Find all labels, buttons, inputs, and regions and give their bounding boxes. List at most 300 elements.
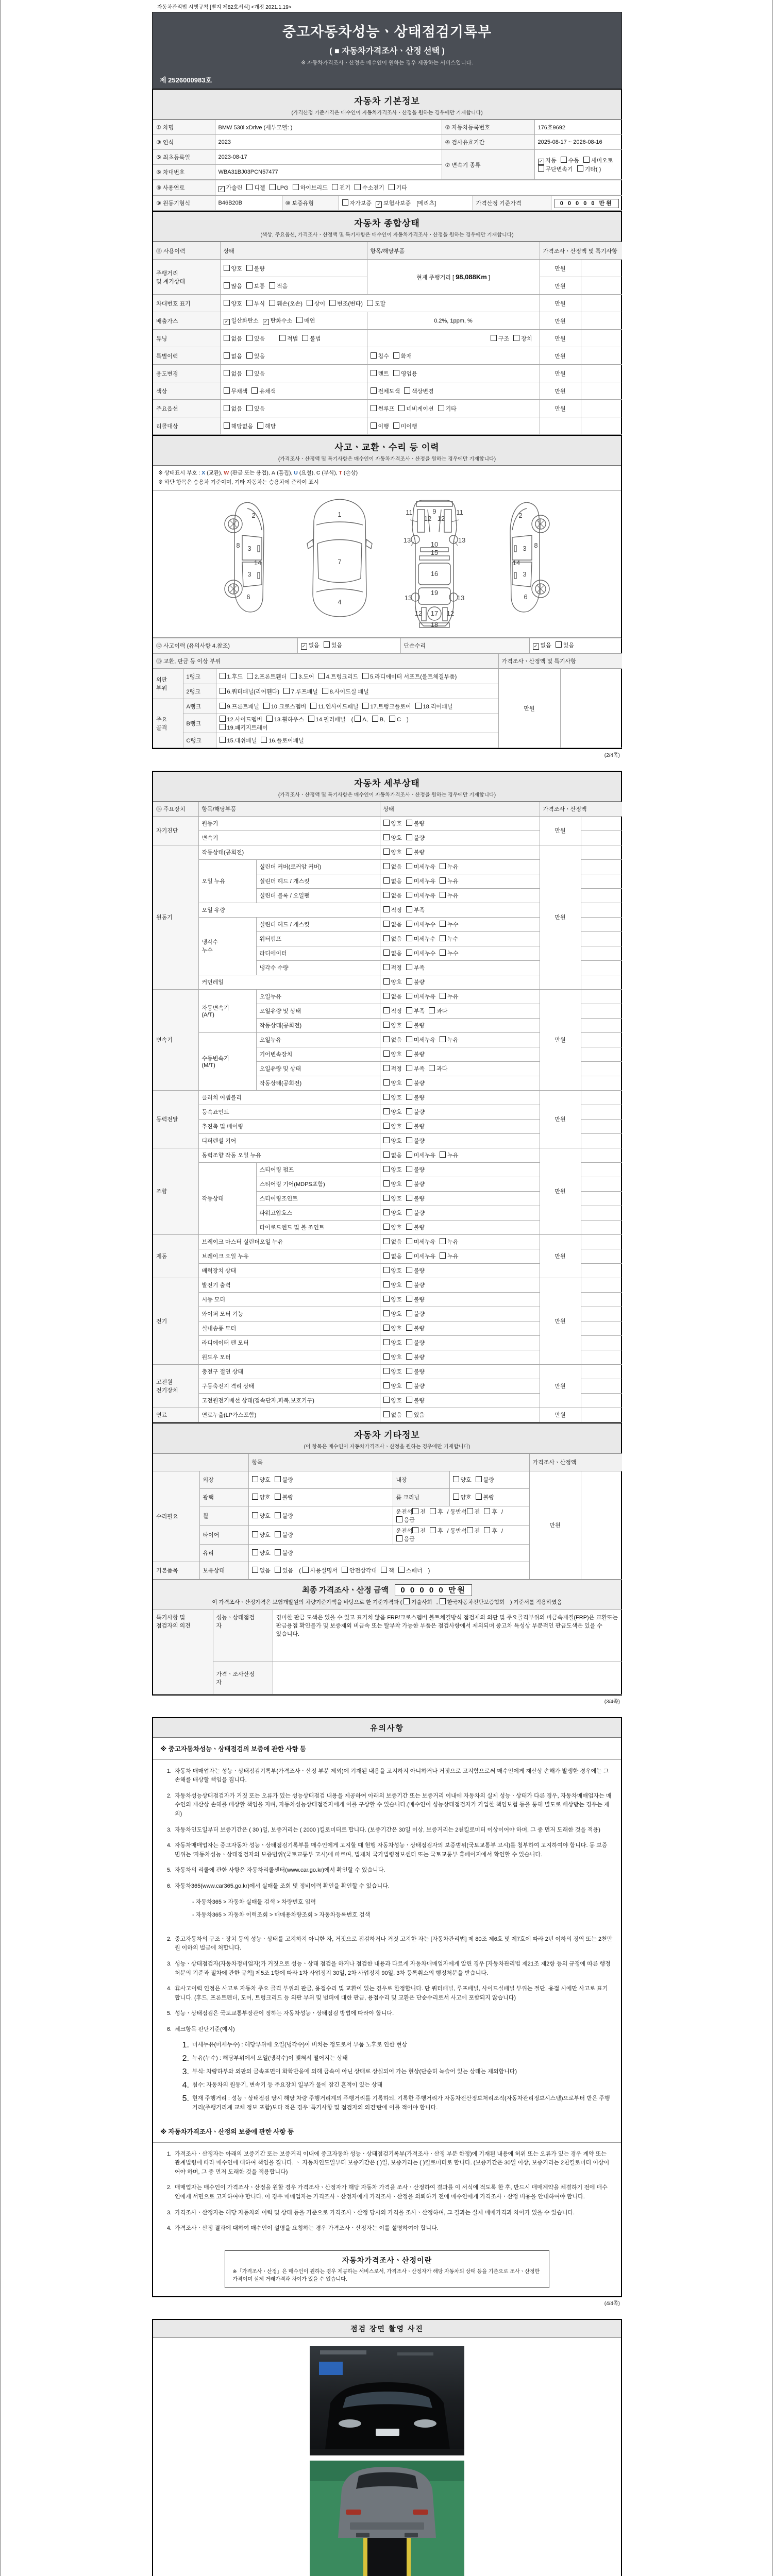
checkbox-box[interactable]	[383, 1065, 390, 1071]
checkbox-box[interactable]	[389, 184, 395, 190]
checkbox-불량[interactable]	[406, 1353, 425, 1361]
checkbox-미세누유[interactable]	[406, 877, 436, 885]
checkbox-box[interactable]	[220, 703, 226, 709]
checkbox-box[interactable]	[538, 165, 544, 172]
checkbox-수동[interactable]	[561, 156, 579, 164]
checkbox-box[interactable]	[406, 1123, 412, 1129]
checkbox-양호[interactable]	[383, 1194, 402, 1202]
checkbox-양호[interactable]	[383, 1223, 402, 1231]
checkbox-box[interactable]	[406, 993, 412, 999]
checkbox-box[interactable]	[406, 1166, 412, 1172]
checkbox-미세누유[interactable]	[406, 891, 436, 900]
checkbox-box[interactable]	[362, 703, 368, 709]
checkbox-누유[interactable]	[440, 877, 458, 885]
checkbox-적정[interactable]	[383, 963, 402, 972]
checkbox-전[interactable]	[412, 1507, 426, 1516]
checkbox-box[interactable]	[251, 387, 258, 394]
checkbox-box[interactable]	[247, 673, 253, 679]
checkbox-box[interactable]	[404, 387, 410, 394]
checkbox-box[interactable]	[467, 1527, 473, 1533]
checkbox-불량[interactable]	[406, 1310, 425, 1318]
checkbox-미세누유[interactable]	[406, 1252, 436, 1260]
checkbox-box[interactable]	[406, 892, 412, 898]
checkbox-불량[interactable]	[406, 1194, 425, 1202]
checkbox-양호[interactable]	[383, 1209, 402, 1217]
checkbox-없음[interactable]	[383, 891, 402, 900]
checkbox-C[interactable]	[389, 716, 401, 723]
checkbox-box[interactable]	[383, 1151, 390, 1158]
checkbox-불량[interactable]	[406, 1209, 425, 1217]
checkbox-box[interactable]	[406, 906, 412, 912]
checkbox-box[interactable]	[246, 335, 253, 341]
checkbox-2.프론트휀더[interactable]	[247, 672, 287, 681]
checkbox-적정[interactable]	[383, 1064, 402, 1073]
checkbox-3.도어[interactable]	[291, 672, 314, 681]
checkbox-유채색[interactable]	[251, 387, 276, 395]
checkbox-box[interactable]	[438, 405, 444, 411]
checkbox-8.사이드실 패널[interactable]	[322, 687, 369, 696]
checkbox-한국자동차진단보증협회[interactable]	[440, 1598, 505, 1606]
checkbox-14.필러패널[interactable]	[308, 715, 346, 723]
checkbox-양호[interactable]	[383, 1324, 402, 1332]
checkbox-box[interactable]	[561, 157, 567, 163]
checkbox-box[interactable]	[383, 1166, 390, 1172]
checkbox-box[interactable]	[440, 993, 446, 999]
checkbox-box[interactable]	[224, 405, 230, 411]
checkbox-없음[interactable]	[383, 1252, 402, 1260]
checkbox-box[interactable]	[440, 877, 446, 884]
checkbox-box[interactable]	[381, 1567, 387, 1573]
checkbox-16.플로어패널[interactable]	[261, 736, 304, 744]
checkbox-box[interactable]	[406, 1339, 412, 1345]
checkbox-box[interactable]	[406, 820, 412, 826]
checkbox-box[interactable]	[406, 1368, 412, 1374]
checkbox-미세누수[interactable]	[406, 949, 436, 957]
checkbox-box[interactable]	[430, 1527, 436, 1533]
checkbox-불량[interactable]	[406, 1295, 425, 1303]
checkbox-기타[interactable]	[389, 183, 407, 192]
checkbox-box[interactable]	[307, 300, 313, 306]
checkbox-box[interactable]	[383, 1050, 390, 1057]
checkbox-box[interactable]	[583, 157, 590, 163]
checkbox-미세누유[interactable]	[406, 1238, 436, 1246]
checkbox-있음[interactable]	[246, 352, 265, 360]
checkbox-box[interactable]	[406, 1180, 412, 1187]
checkbox-box[interactable]	[406, 1209, 412, 1215]
checkbox-양호[interactable]	[383, 1353, 402, 1361]
checkbox-없음[interactable]	[383, 1036, 402, 1044]
checkbox-구조[interactable]	[491, 334, 509, 343]
checkbox-box[interactable]	[383, 1180, 390, 1187]
checkbox-불량[interactable]	[275, 1531, 293, 1539]
checkbox-box[interactable]	[246, 184, 253, 190]
checkbox-변조(변타)[interactable]	[329, 299, 363, 308]
checkbox-box[interactable]	[371, 352, 377, 359]
checkbox-자가보증[interactable]	[342, 199, 372, 207]
checkbox-box[interactable]	[367, 300, 373, 306]
checkbox-기술사회[interactable]	[404, 1598, 432, 1606]
checkbox-box[interactable]	[383, 1022, 390, 1028]
checkbox-box[interactable]	[406, 1079, 412, 1086]
checkbox-양호[interactable]	[383, 1079, 402, 1087]
checkbox-양호[interactable]	[383, 1396, 402, 1404]
checkbox-누유[interactable]	[440, 1252, 458, 1260]
checkbox-box[interactable]	[383, 892, 390, 898]
checkbox-미세누유[interactable]	[406, 862, 436, 871]
checkbox-box[interactable]	[252, 1549, 258, 1555]
checkbox-불량[interactable]	[406, 1281, 425, 1289]
checkbox-box[interactable]	[404, 1598, 410, 1604]
checkbox-불량[interactable]	[275, 1476, 293, 1484]
checkbox-box[interactable]	[393, 422, 399, 429]
checkbox-A,[interactable]	[355, 716, 367, 723]
checkbox-불량[interactable]	[406, 1266, 425, 1275]
checkbox-기타[interactable]	[438, 404, 457, 413]
checkbox-box[interactable]	[406, 1065, 412, 1071]
checkbox-box[interactable]	[412, 1508, 418, 1514]
checkbox-box[interactable]	[383, 1296, 390, 1302]
checkbox-화재[interactable]	[393, 352, 412, 360]
checkbox-box[interactable]	[383, 1411, 390, 1417]
checkbox-불량[interactable]	[476, 1493, 494, 1501]
checkbox-침수[interactable]	[371, 352, 389, 360]
checkbox-양호[interactable]	[453, 1476, 472, 1484]
checkbox-9.프론트패널[interactable]	[220, 702, 259, 710]
checkbox-응급[interactable]	[396, 1516, 415, 1524]
checkbox-부족[interactable]	[406, 1007, 425, 1015]
checkbox-box[interactable]	[406, 964, 412, 970]
checkbox-15.대쉬패널[interactable]	[220, 736, 257, 744]
checkbox-box[interactable]	[429, 1007, 435, 1013]
checkbox-불량[interactable]	[406, 1223, 425, 1231]
checkbox-box[interactable]	[406, 950, 412, 956]
checkbox-B,[interactable]	[372, 716, 385, 723]
checkbox-box[interactable]	[383, 1094, 390, 1100]
checkbox-box[interactable]	[389, 716, 395, 722]
checkbox-box[interactable]	[440, 1151, 446, 1158]
checkbox-box[interactable]	[383, 950, 390, 956]
checkbox-미세누유[interactable]	[406, 1036, 436, 1044]
checkbox-box[interactable]	[415, 703, 422, 709]
checkbox-양호[interactable]	[252, 1512, 271, 1520]
checkbox-없음[interactable]	[224, 352, 242, 360]
checkbox-불량[interactable]	[406, 1338, 425, 1347]
checkbox-양호[interactable]	[383, 1021, 402, 1029]
checkbox-box[interactable]	[476, 1476, 482, 1482]
checkbox-사용설명서[interactable]	[303, 1566, 338, 1574]
checkbox-누유[interactable]	[440, 992, 458, 1001]
checkbox-미세누수[interactable]	[406, 920, 436, 928]
checkbox-있음[interactable]	[556, 641, 574, 649]
checkbox-양호[interactable]	[383, 978, 402, 986]
checkbox-없음[interactable]	[224, 404, 242, 413]
checkbox-box[interactable]	[383, 1353, 390, 1360]
checkbox-부족[interactable]	[406, 963, 425, 972]
checkbox-양호[interactable]	[224, 299, 242, 308]
checkbox-box[interactable]	[440, 1252, 446, 1259]
checkbox-box[interactable]	[383, 1224, 390, 1230]
checkbox-양호[interactable]	[383, 1108, 402, 1116]
checkbox-box[interactable]	[440, 1238, 446, 1244]
checkbox-box[interactable]	[406, 834, 412, 840]
checkbox-box[interactable]	[406, 1267, 412, 1273]
checkbox-있음[interactable]	[246, 369, 265, 378]
checkbox-영업용[interactable]	[393, 369, 417, 378]
checkbox-box[interactable]	[246, 300, 253, 306]
checkbox-box[interactable]	[224, 265, 230, 271]
checkbox-box[interactable]	[383, 1281, 390, 1287]
checkbox-box[interactable]	[371, 387, 377, 394]
checkbox-box[interactable]	[383, 820, 390, 826]
checkbox-불량[interactable]	[406, 1180, 425, 1188]
checkbox-box[interactable]	[406, 978, 412, 985]
checkbox-후[interactable]	[484, 1507, 497, 1516]
checkbox-양호[interactable]	[383, 1165, 402, 1174]
checkbox-1.후드[interactable]	[220, 672, 243, 681]
checkbox-있음[interactable]	[275, 1566, 293, 1574]
checkbox-box[interactable]	[440, 892, 446, 898]
checkbox-box[interactable]	[220, 688, 226, 694]
checkbox-box[interactable]	[383, 1209, 390, 1215]
checkbox-box[interactable]	[270, 184, 276, 190]
checkbox-누유[interactable]	[440, 862, 458, 871]
checkbox-누수[interactable]	[440, 935, 458, 943]
checkbox-안전삼각대[interactable]	[342, 1566, 377, 1574]
checkbox-box[interactable]	[279, 335, 285, 341]
checkbox-양호[interactable]	[252, 1493, 271, 1501]
checkbox-있음[interactable]	[324, 641, 342, 649]
checkbox-box[interactable]	[224, 335, 230, 341]
checkbox-불량[interactable]	[406, 1079, 425, 1087]
checkbox-세미오토[interactable]	[583, 156, 613, 164]
checkbox-양호[interactable]	[383, 1093, 402, 1101]
checkbox-해당[interactable]	[257, 422, 276, 430]
checkbox-box[interactable]	[383, 906, 390, 912]
checkbox-10.크로스멤버[interactable]	[263, 702, 306, 710]
checkbox-box[interactable]	[406, 1137, 412, 1143]
checkbox-box[interactable]	[476, 1494, 482, 1500]
checkbox-이행[interactable]	[371, 422, 389, 430]
checkbox-box[interactable]	[406, 1108, 412, 1114]
checkbox-누유[interactable]	[440, 891, 458, 900]
checkbox-box[interactable]	[396, 1535, 402, 1541]
checkbox-없음[interactable]	[383, 992, 402, 1001]
checkbox-box[interactable]	[406, 1397, 412, 1403]
checkbox-box[interactable]	[263, 703, 270, 709]
checkbox-네비게이션[interactable]	[398, 404, 433, 413]
checkbox-적정[interactable]	[383, 1007, 402, 1015]
checkbox-미이행[interactable]	[393, 422, 417, 430]
checkbox-box[interactable]	[398, 405, 405, 411]
checkbox-box[interactable]	[371, 405, 377, 411]
checkbox-box[interactable]	[252, 1512, 258, 1518]
checkbox-box[interactable]	[484, 1508, 490, 1514]
checkbox-상이[interactable]	[307, 299, 325, 308]
checkbox-box[interactable]	[406, 1325, 412, 1331]
checkbox-box[interactable]	[406, 849, 412, 855]
checkbox-불량[interactable]	[275, 1493, 293, 1501]
checkbox-box[interactable]	[484, 1527, 490, 1533]
checkbox-box[interactable]	[538, 159, 544, 165]
checkbox-있음[interactable]	[246, 404, 265, 413]
checkbox-많음[interactable]	[224, 282, 242, 290]
checkbox-매연[interactable]	[296, 316, 315, 325]
checkbox-box[interactable]	[453, 1494, 459, 1500]
checkbox-box[interactable]	[383, 1137, 390, 1143]
checkbox-탄화수소[interactable]	[263, 316, 293, 325]
checkbox-장치[interactable]	[513, 334, 532, 343]
checkbox-box[interactable]	[383, 1397, 390, 1403]
checkbox-부족[interactable]	[406, 906, 425, 914]
checkbox-box[interactable]	[406, 1036, 412, 1042]
checkbox-7.루프패널[interactable]	[283, 687, 318, 696]
checkbox-box[interactable]	[412, 1527, 418, 1533]
checkbox-불량[interactable]	[406, 834, 425, 842]
checkbox-일산화탄소[interactable]	[224, 316, 259, 325]
checkbox-box[interactable]	[406, 1007, 412, 1013]
checkbox-box[interactable]	[396, 1516, 402, 1522]
checkbox-누유[interactable]	[440, 1036, 458, 1044]
checkbox-LPG[interactable]	[270, 184, 289, 191]
checkbox-부식[interactable]	[246, 299, 265, 308]
checkbox-box[interactable]	[383, 849, 390, 855]
checkbox-box[interactable]	[275, 1476, 281, 1482]
checkbox-없음[interactable]	[301, 641, 320, 650]
checkbox-전[interactable]	[467, 1527, 480, 1535]
checkbox-box[interactable]	[283, 688, 290, 694]
checkbox-전[interactable]	[412, 1527, 426, 1535]
checkbox-box[interactable]	[342, 199, 348, 206]
checkbox-적정[interactable]	[383, 906, 402, 914]
checkbox-불량[interactable]	[246, 264, 265, 273]
checkbox-잭[interactable]	[381, 1566, 394, 1574]
checkbox-box[interactable]	[224, 370, 230, 376]
checkbox-양호[interactable]	[383, 1137, 402, 1145]
checkbox-색상변경[interactable]	[404, 387, 434, 395]
checkbox-box[interactable]	[383, 1325, 390, 1331]
checkbox-과다[interactable]	[429, 1007, 447, 1015]
checkbox-box[interactable]	[246, 282, 253, 289]
checkbox-box[interactable]	[275, 1512, 281, 1518]
checkbox-box[interactable]	[577, 165, 583, 172]
checkbox-적음[interactable]	[269, 282, 288, 290]
checkbox-box[interactable]	[269, 300, 275, 306]
checkbox-양호[interactable]	[224, 264, 242, 273]
checkbox-box[interactable]	[220, 716, 226, 722]
checkbox-box[interactable]	[275, 1531, 281, 1537]
checkbox-부족[interactable]	[406, 1064, 425, 1073]
checkbox-box[interactable]	[252, 1567, 258, 1573]
checkbox-없음[interactable]	[533, 641, 551, 650]
checkbox-box[interactable]	[383, 1079, 390, 1086]
checkbox-불량[interactable]	[275, 1549, 293, 1557]
checkbox-누유[interactable]	[440, 1151, 458, 1159]
checkbox-box[interactable]	[371, 370, 377, 376]
checkbox-box[interactable]	[275, 1494, 281, 1500]
checkbox-과다[interactable]	[429, 1064, 447, 1073]
checkbox-box[interactable]	[376, 201, 382, 208]
checkbox-미세누유[interactable]	[406, 992, 436, 1001]
checkbox-전[interactable]	[467, 1507, 480, 1516]
checkbox-양호[interactable]	[383, 1050, 402, 1058]
checkbox-양호[interactable]	[383, 1367, 402, 1376]
checkbox-보통[interactable]	[246, 282, 265, 290]
checkbox-없음[interactable]	[383, 862, 402, 871]
checkbox-box[interactable]	[406, 863, 412, 869]
checkbox-양호[interactable]	[383, 1122, 402, 1130]
checkbox-box[interactable]	[429, 1065, 435, 1071]
checkbox-box[interactable]	[406, 1094, 412, 1100]
checkbox-렌트[interactable]	[371, 369, 389, 378]
checkbox-box[interactable]	[246, 405, 253, 411]
checkbox-box[interactable]	[383, 921, 390, 927]
checkbox-불량[interactable]	[406, 1050, 425, 1058]
checkbox-box[interactable]	[383, 993, 390, 999]
checkbox-양호[interactable]	[383, 1338, 402, 1347]
checkbox-box[interactable]	[513, 335, 519, 341]
checkbox-box[interactable]	[224, 352, 230, 359]
checkbox-box[interactable]	[252, 1494, 258, 1500]
checkbox-box[interactable]	[224, 319, 230, 325]
checkbox-box[interactable]	[491, 335, 497, 341]
checkbox-box[interactable]	[296, 317, 303, 323]
checkbox-11.인사이드패널[interactable]	[310, 702, 358, 710]
checkbox-box[interactable]	[406, 1310, 412, 1316]
checkbox-19.패키지트레이[interactable]	[220, 723, 268, 732]
checkbox-양호[interactable]	[383, 819, 402, 827]
checkbox-도말[interactable]	[367, 299, 385, 308]
checkbox-없음[interactable]	[383, 877, 402, 885]
checkbox-자동[interactable]	[538, 156, 557, 165]
checkbox-양호[interactable]	[383, 1180, 402, 1188]
checkbox-없음[interactable]	[224, 334, 242, 343]
checkbox-양호[interactable]	[383, 1310, 402, 1318]
checkbox-box[interactable]	[383, 1036, 390, 1042]
checkbox-box[interactable]	[224, 282, 230, 289]
checkbox-box[interactable]	[440, 950, 446, 956]
checkbox-box[interactable]	[302, 335, 308, 341]
checkbox-box[interactable]	[406, 1022, 412, 1028]
checkbox-후[interactable]	[430, 1507, 443, 1516]
checkbox-box[interactable]	[398, 1567, 405, 1573]
checkbox-box[interactable]	[252, 1531, 258, 1537]
checkbox-누유[interactable]	[440, 1238, 458, 1246]
checkbox-box[interactable]	[406, 1281, 412, 1287]
checkbox-box[interactable]	[440, 921, 446, 927]
checkbox-스패너[interactable]	[398, 1566, 423, 1574]
checkbox-box[interactable]	[430, 1508, 436, 1514]
checkbox-box[interactable]	[383, 1007, 390, 1013]
checkbox-없음[interactable]	[224, 369, 242, 378]
checkbox-box[interactable]	[440, 1036, 446, 1042]
checkbox-box[interactable]	[383, 1368, 390, 1374]
checkbox-전기[interactable]	[332, 183, 350, 192]
checkbox-없음[interactable]	[383, 1151, 402, 1159]
checkbox-box[interactable]	[324, 641, 330, 648]
checkbox-있음[interactable]	[406, 1411, 425, 1419]
checkbox-box[interactable]	[291, 673, 297, 679]
checkbox-4.트렁크리드[interactable]	[318, 672, 358, 681]
checkbox-양호[interactable]	[252, 1549, 271, 1557]
checkbox-불량[interactable]	[406, 1137, 425, 1145]
checkbox-box[interactable]	[406, 1296, 412, 1302]
checkbox-미세누유[interactable]	[406, 1151, 436, 1159]
checkbox-적법[interactable]	[279, 334, 298, 343]
checkbox-box[interactable]	[355, 184, 361, 190]
checkbox-box[interactable]	[406, 1411, 412, 1417]
checkbox-box[interactable]	[440, 935, 446, 941]
checkbox-box[interactable]	[406, 877, 412, 884]
